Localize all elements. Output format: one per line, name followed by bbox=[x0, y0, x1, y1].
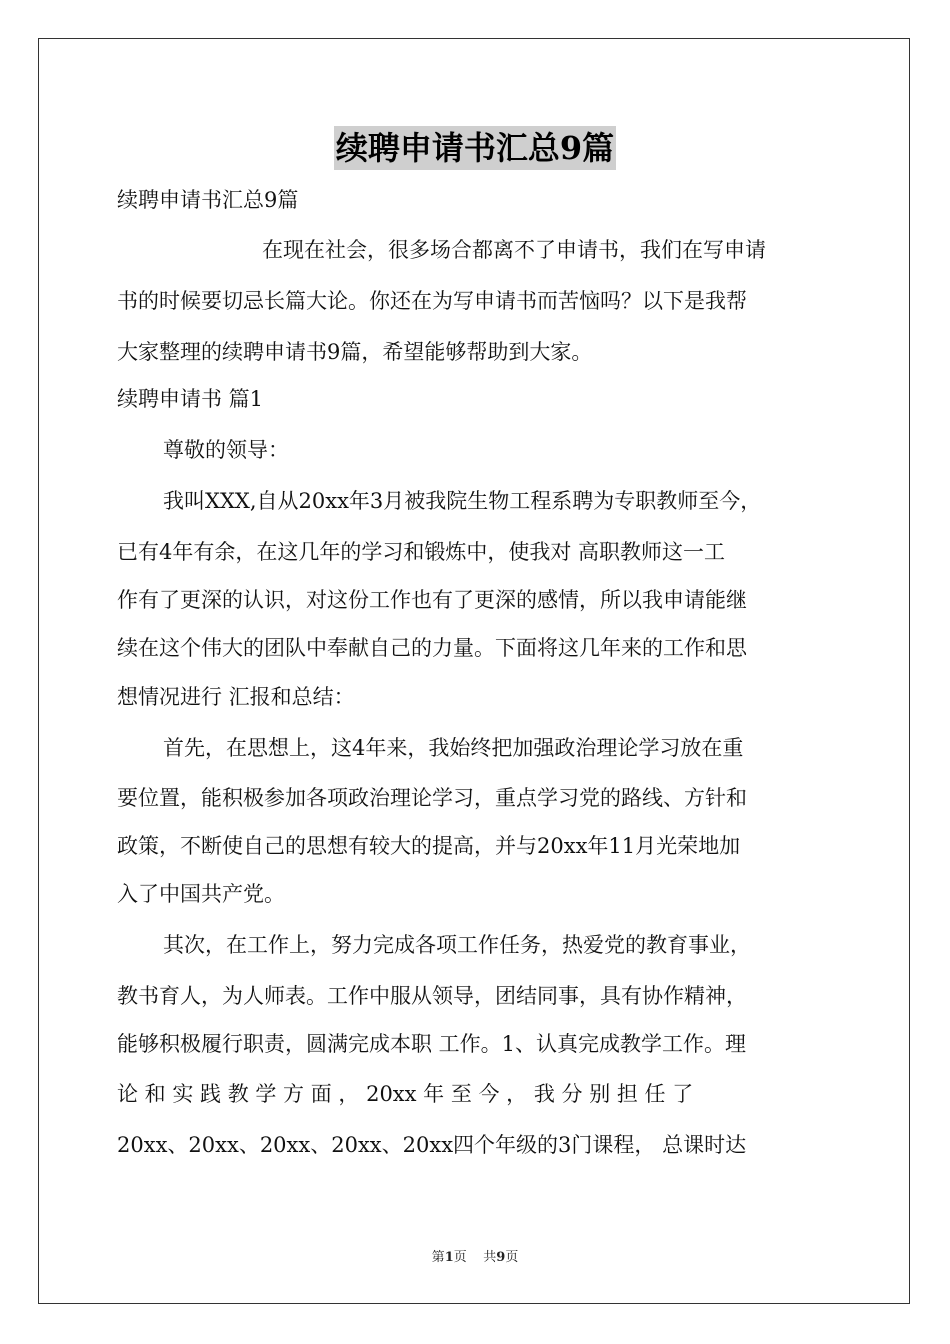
paragraph-line: 想情况进行 汇报和总结： bbox=[117, 685, 355, 709]
page-total: 9 bbox=[496, 1250, 506, 1265]
paragraph-line: 20xx、20xx、20xx、20xx、20xx四个年级的3门课程， 总课时达 bbox=[117, 1133, 747, 1157]
paragraph-line: 能够积极履行职责，圆满完成本职 工作。1、认真完成教学工作。理 bbox=[117, 1032, 747, 1056]
title-wrap bbox=[0, 126, 950, 170]
paragraph-line: 大家整理的续聘申请书9篇，希望能够帮助到大家。 bbox=[117, 340, 593, 364]
section-heading: 续聘申请书 篇1 bbox=[117, 387, 264, 411]
paragraph-line: 要位置，能积极参加各项政治理论学习，重点学习党的路线、方针和 bbox=[117, 786, 747, 810]
page-current: 1 bbox=[444, 1250, 454, 1265]
page-prefix: 第 bbox=[431, 1250, 445, 1265]
page-border bbox=[38, 38, 910, 1304]
paragraph-line: 我叫XXX,自从20xx年3月被我院生物工程系聘为专职教师至今， bbox=[163, 489, 762, 513]
paragraph-line: 其次，在工作上，努力完成各项工作任务，热爱党的教育事业， bbox=[163, 933, 751, 957]
paragraph-line: 教书育人，为人师表。工作中服从领导，团结同事，具有协作精神， bbox=[117, 984, 747, 1008]
paragraph-line: 书的时候要切忌长篇大论。你还在为写申请书而苦恼吗？以下是我帮 bbox=[117, 289, 747, 313]
document-title: 续聘申请书汇总9篇 bbox=[334, 126, 616, 170]
paragraph-line: 已有4年有余，在这几年的学习和锻炼中，使我对 高职教师这一工 bbox=[117, 540, 726, 564]
subtitle-line: 续聘申请书汇总9篇 bbox=[117, 188, 299, 212]
page-mid: 页 共 bbox=[453, 1250, 497, 1265]
paragraph-line: 入了中国共产党。 bbox=[117, 882, 285, 906]
salutation: 尊敬的领导： bbox=[163, 438, 289, 462]
paragraph-line: 论 和 实 践 教 学 方 面 ， 20xx 年 至 今 ， 我 分 别 担 任 了 bbox=[117, 1082, 694, 1106]
paragraph-line: 作有了更深的认识，对这份工作也有了更深的感情，所以我申请能继 bbox=[117, 588, 747, 612]
page-suffix: 页 bbox=[505, 1250, 519, 1265]
paragraph-line: 首先，在思想上，这4年来，我始终把加强政治理论学习放在重 bbox=[163, 736, 744, 760]
paragraph-line: 在现在社会，很多场合都离不了申请书，我们在写申请 bbox=[262, 238, 766, 262]
paragraph-line: 续在这个伟大的团队中奉献自己的力量。下面将这几年来的工作和思 bbox=[117, 636, 747, 660]
paragraph-line: 政策，不断使自己的思想有较大的提高，并与20xx年11月光荣地加 bbox=[117, 834, 741, 858]
page-footer bbox=[0, 1246, 950, 1265]
